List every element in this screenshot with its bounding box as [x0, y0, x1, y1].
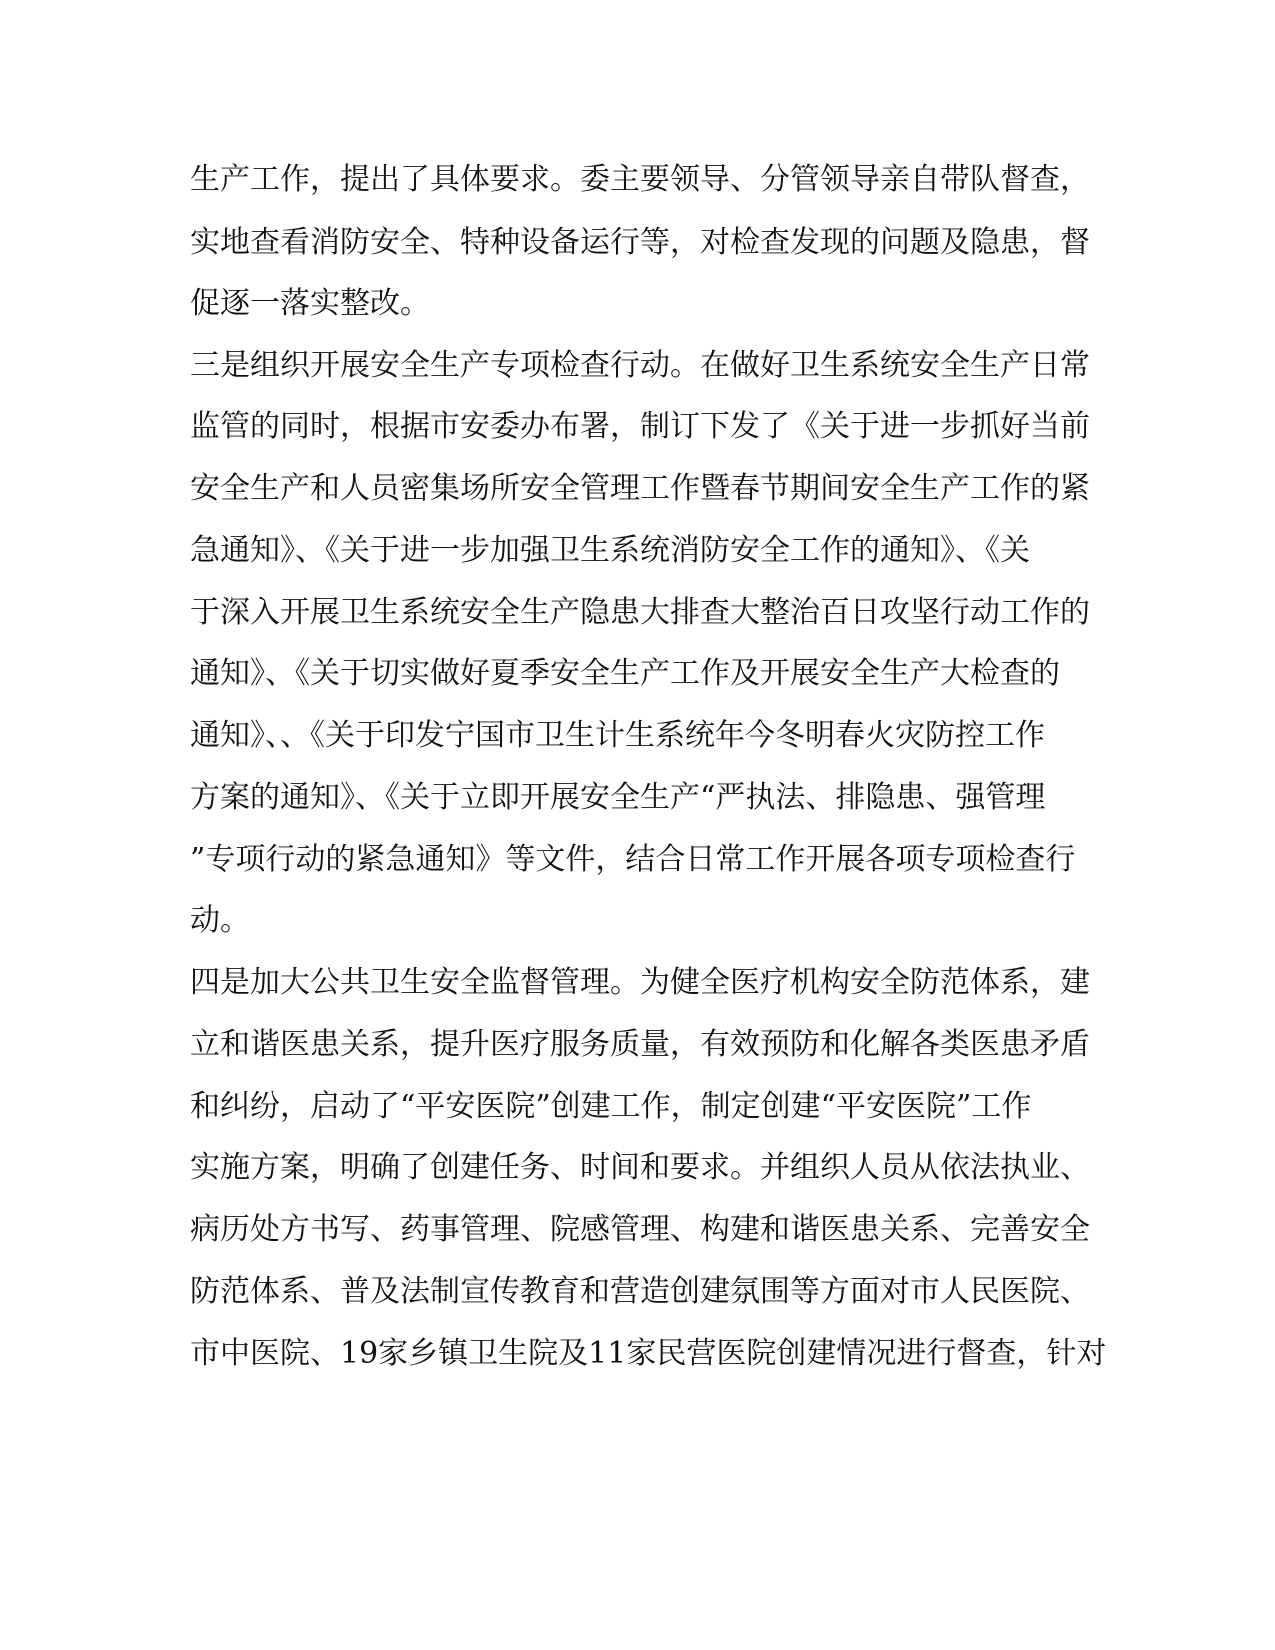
text-line: 促逐一落实整改。 — [190, 286, 430, 321]
text-line: 和纠纷，启动了“平安医院”创建工作，制定创建“平安医院”工作 — [190, 1089, 1032, 1124]
text-line: 安全生产和人员密集场所安全管理工作暨春节期间安全生产工作的紧 — [190, 471, 1090, 506]
text-line: 立和谐医患关系，提升医疗服务质量，有效预防和化解各类医患矛盾 — [190, 1027, 1090, 1062]
text-line: 生产工作，提出了具体要求。委主要领导、分管领导亲自带队督查， — [190, 162, 1090, 197]
text-line: 通知》、《关于切实做好夏季安全生产工作及开展安全生产大检查的 — [190, 656, 1060, 691]
text-line: 动。 — [190, 903, 250, 938]
text-line: 实地查看消防安全、特种设备运行等，对检查发现的问题及隐患，督 — [190, 225, 1090, 260]
text-line: 四是加大公共卫生安全监督管理。为健全医疗机构安全防范体系，建 — [190, 965, 1090, 1000]
text-line: 方案的通知》、《关于立即开展安全生产“严执法、排隐患、强管理 — [190, 780, 1046, 815]
text-line: 实施方案，明确了创建任务、时间和要求。并组织人员从依法执业、 — [190, 1150, 1090, 1185]
text-line: 防范体系、普及法制宣传教育和营造创建氛围等方面对市人民医院、 — [190, 1274, 1090, 1309]
text-line: 市中医院、19家乡镇卫生院及11家民营医院创建情况进行督查，针对 — [190, 1336, 1107, 1371]
text-line: ”专项行动的紧急通知》等文件，结合日常工作开展各项专项检查行 — [190, 842, 1076, 877]
text-line: 三是组织开展安全生产专项检查行动。在做好卫生系统安全生产日常 — [190, 348, 1090, 383]
text-line: 通知》、、《关于印发宁国市卫生计生系统年今冬明春火灾防控工作 — [190, 718, 1045, 753]
text-line: 急通知》、《关于进一步加强卫生系统消防安全工作的通知》、《关 — [190, 533, 1030, 568]
text-line: 监管的同时，根据市安委办布署，制订下发了《关于进一步抓好当前 — [190, 409, 1090, 444]
text-line: 病历处方书写、药事管理、院感管理、构建和谐医患关系、完善安全 — [190, 1212, 1090, 1247]
text-line: 于深入开展卫生系统安全生产隐患大排查大整治百日攻坚行动工作的 — [190, 595, 1090, 630]
